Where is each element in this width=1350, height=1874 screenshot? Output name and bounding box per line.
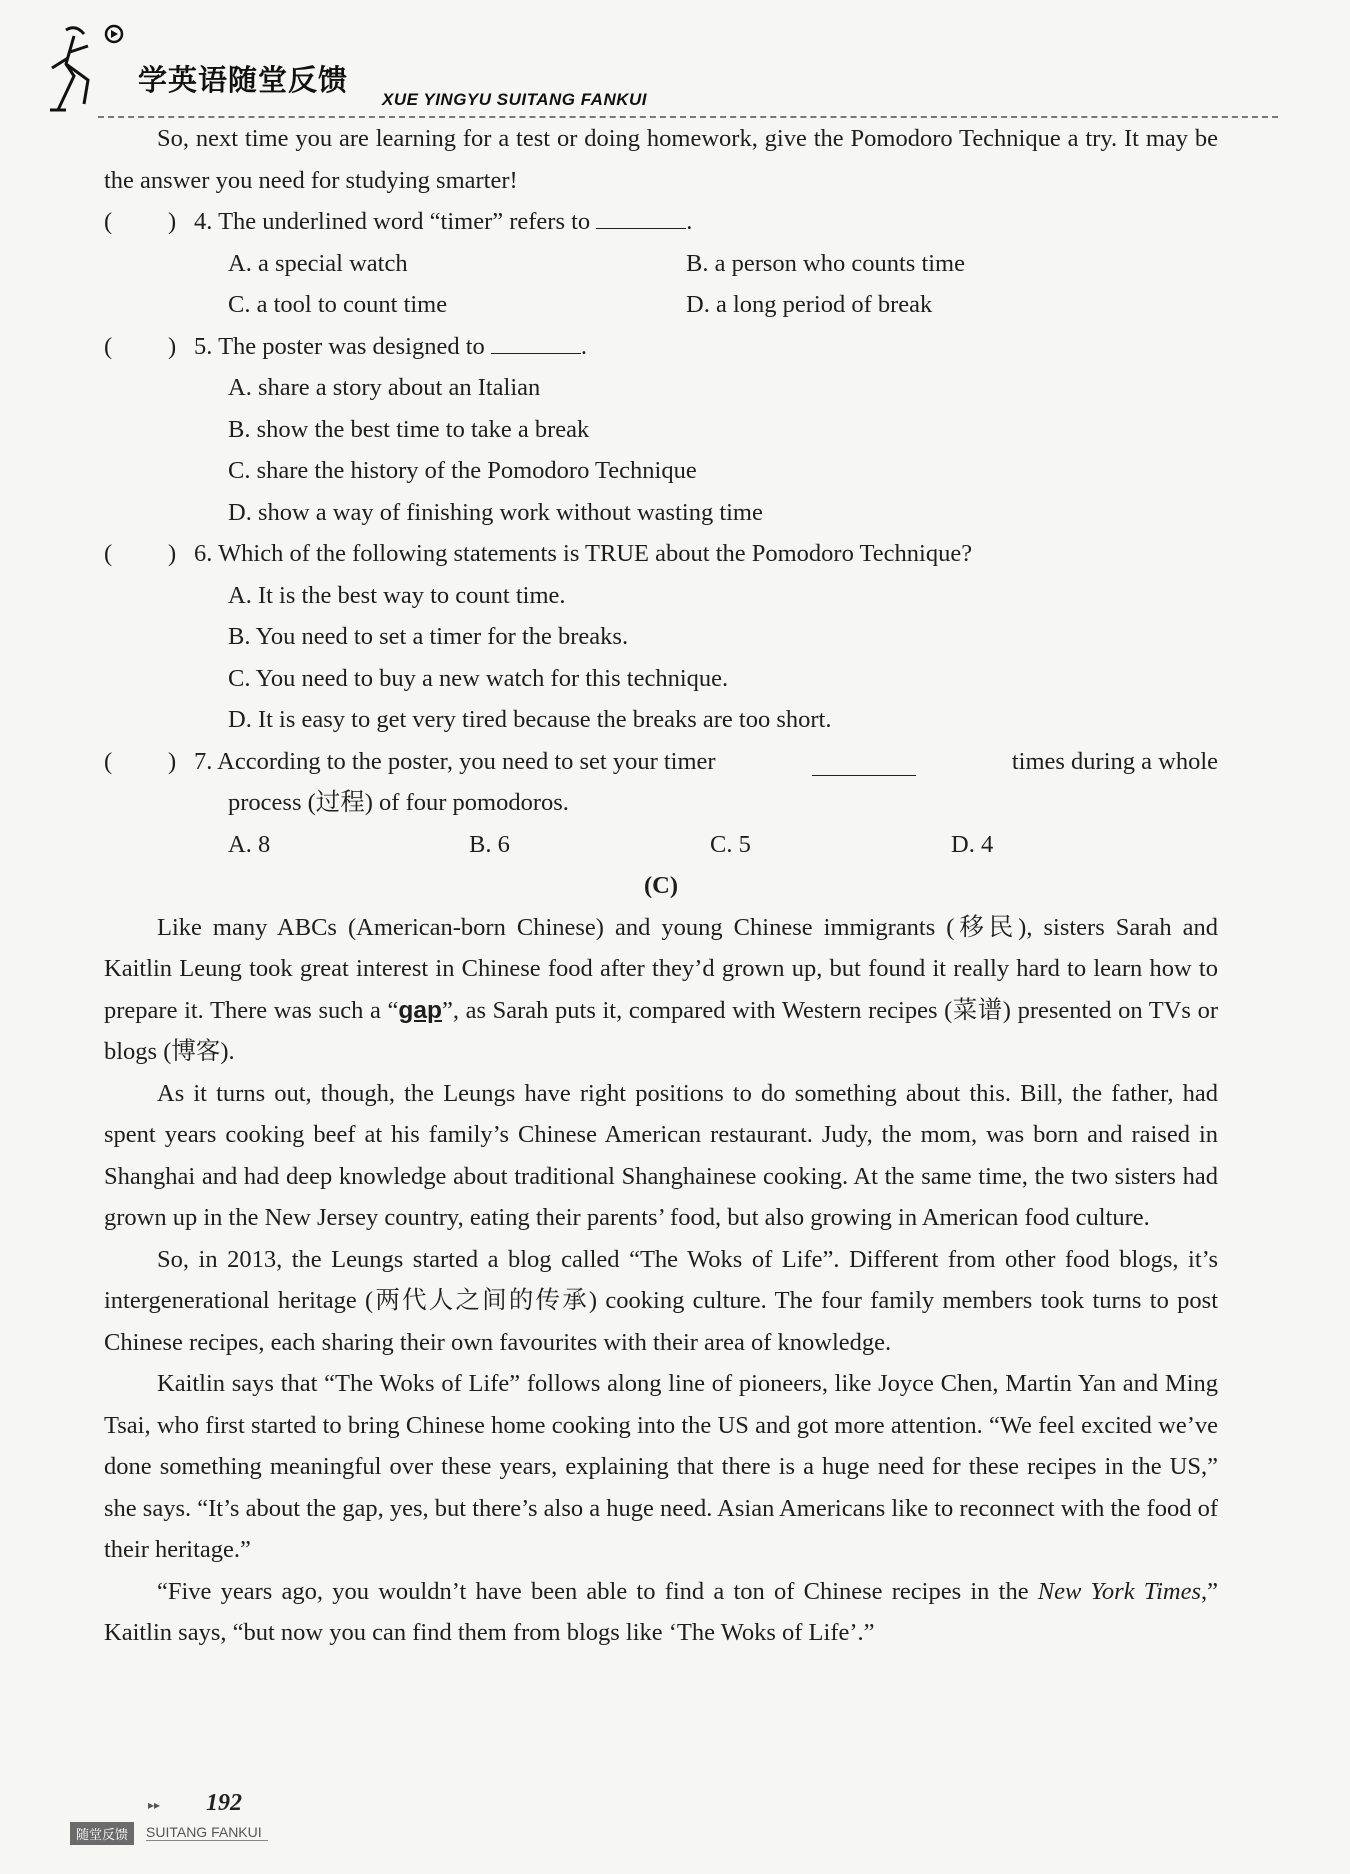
option-c[interactable]: C. share the history of the Pomodoro Technique [228,457,697,484]
answer-paren-close: ) [168,747,177,775]
stem-text: According to the poster, you need to set your timer [217,747,716,775]
option-d[interactable]: D. 4 [951,830,994,858]
page-footer [70,1790,470,1850]
option-row [104,243,1218,285]
option-row [104,284,1218,326]
option-b[interactable]: B. You need to set a timer for the breaks. [228,623,629,650]
page-number: 192 [206,1790,242,1816]
option-a[interactable]: A. 8 [228,830,271,858]
answer-paren-close: ) [168,208,177,235]
option-a[interactable]: A. It is the best way to count time. [228,581,566,609]
passage-paragraph-4: Kaitlin says that “The Woks of Life” follows along line of pioneers, like Joyce Chen, Martin Yan and Ming Tsai, who first started to bring Chinese home cooking into the US and got more attention. “We feel excited we’ve done something meaningful over these years, explaining that there is a huge need for these recipes in the US,” she says. “It’s about the gap, yes, but there’s also a huge need. Asian Americans like to reconnect with the food of their heritage.” [104,1370,1218,1563]
answer-paren-open: ( [104,332,113,360]
question-stem [194,326,1218,368]
question-number: 4. [194,208,213,235]
underlined-word-gap: gap [398,996,442,1024]
option-row [104,492,1218,534]
option-d[interactable]: D. show a way of finishing work without wasting time [228,498,763,526]
option-row [104,824,1218,866]
passage-paragraph-5 [104,1571,1218,1654]
answer-paren-open: ( [104,747,113,775]
option-c[interactable]: C. 5 [710,830,751,858]
paragraph-text: ,” Kaitlin says, “but now you can find them from blogs like ‘The Woks of Life’.” [104,1577,1218,1646]
question-4 [104,201,1218,243]
option-d[interactable]: D. a long period of break [686,291,933,318]
option-a[interactable]: A. share a story about an Italian [228,374,541,401]
page-header [38,18,1278,113]
option-row [104,616,1218,658]
question-number: 7. [194,747,213,775]
option-row [104,575,1218,617]
question-stem [194,201,1218,243]
stem-continuation: process (过程) of four pomodoros. [228,789,569,816]
stem-text: Which of the following statements is TRUE about the Pomodoro Technique? [218,540,973,567]
answer-blank[interactable] [812,749,916,776]
answer-blank[interactable] [491,327,581,354]
paragraph-text: Like many ABCs (American-born Chinese) and young Chinese immigrants (移民), sisters Sarah and Kaitlin Leung took great interest in Chinese food after they’d grown up, but found it really hard to learn how to prepare it. There was such a “ [104,913,1218,1024]
passage-paragraph-3: So, in 2013, the Leungs started a blog called “The Woks of Life”. Different from other food blogs, it’s intergenerational heritage (两代人之间的传承) cooking culture. The four family members took turns to post Chinese recipes, each sharing their own favourites with their area of knowledge. [104,1245,1218,1356]
worksheet-body [104,118,1218,1654]
answer-paren-open: ( [104,208,113,235]
option-b[interactable]: B. show the best time to take a break [228,415,590,443]
option-row [104,409,1218,451]
runner-logo-icon [44,24,124,114]
answer-paren-close: ) [168,540,177,567]
question-number: 5. [194,332,213,360]
stem-text: The poster was designed to [218,332,485,360]
question-stem [194,741,1218,783]
arrow-icon: ▸▸ [148,1798,161,1812]
option-c[interactable]: C. You need to buy a new watch for this technique. [228,664,729,692]
stem-text: The underlined word “timer” refers to [218,208,591,235]
stem-end: . [580,332,588,360]
footer-subtitle: SUITANG FANKUI [146,1824,268,1841]
option-row [104,367,1218,409]
paragraph-text: ”, as Sarah puts it, compared with Western recipes (菜谱) presented on TVs or blogs (博客). [104,996,1218,1065]
option-row [104,450,1218,492]
section-c-heading: (C) [643,872,678,899]
answer-paren-open: ( [104,540,113,567]
option-d[interactable]: D. It is easy to get very tired because the breaks are too short. [228,706,832,733]
italic-publication-name: New York Times [1037,1577,1201,1605]
option-b[interactable]: B. a person who counts time [686,249,965,277]
stem-end: times during a whole [1011,747,1218,775]
option-row [104,658,1218,700]
question-6 [104,533,1218,575]
passage-paragraph-1 [104,907,1218,1073]
answer-paren-close: ) [168,332,177,360]
stem-end: . [686,208,693,235]
footer-tag: 随堂反馈 [70,1822,134,1845]
question-7 [104,741,1218,783]
brand-title: 学英语随堂反馈 [138,63,349,97]
question-5 [104,326,1218,368]
paragraph-text: “Five years ago, you wouldn’t have been able to find a ton of Chinese recipes in the [157,1577,1038,1605]
question-number: 6. [194,540,213,567]
passage-paragraph-2: As it turns out, though, the Leungs have right positions to do something about this. Bill, the father, had spent years cooking beef at his family’s Chinese American restaurant. Judy, the mom, was born and raised in Shanghai and had deep knowledge about traditional Shanghainese cooking. At the same time, the two sisters had grown up in the New Jersey country, eating their parents’ food, but also growing in American food culture. [104,1079,1218,1231]
option-c[interactable]: C. a tool to count time [228,291,448,318]
option-a[interactable]: A. a special watch [228,249,408,277]
brand-subtitle: XUE YINGYU SUITANG FANKUI [382,90,648,109]
intro-paragraph: So, next time you are learning for a test or doing homework, give the Pomodoro Technique a try. It may be the answer you need for studying smarter! [104,125,1218,194]
question-7-line2 [104,782,1218,824]
option-row [104,699,1218,741]
answer-blank[interactable] [596,202,686,229]
question-stem [194,533,1218,575]
option-b[interactable]: B. 6 [469,830,510,858]
